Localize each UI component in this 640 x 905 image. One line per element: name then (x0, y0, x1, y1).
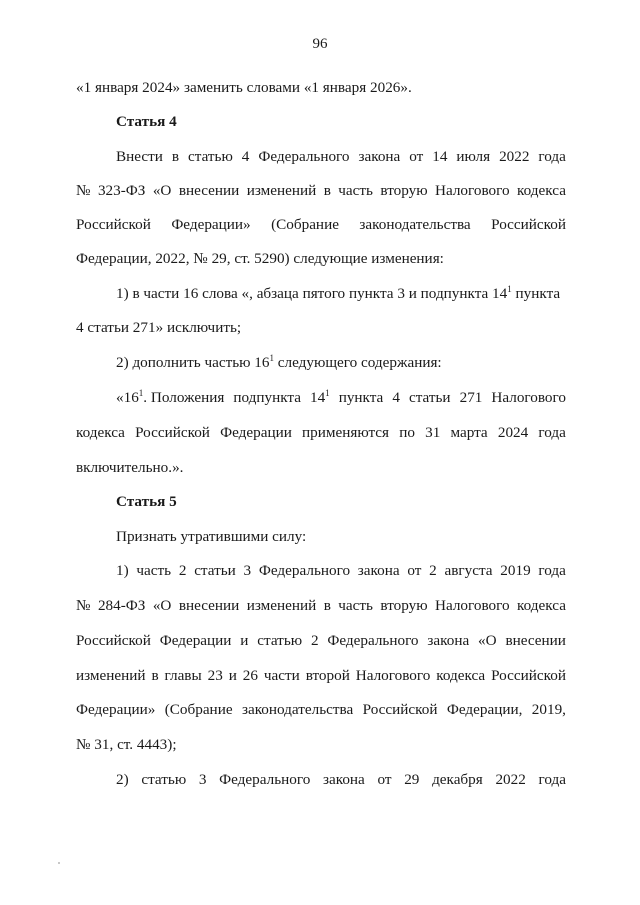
item-1-text-a: 1) в части 16 слова «, абзаца пятого пункта 3 и подпункта 14 (116, 285, 508, 302)
heading-article-5: Статья 5 (116, 493, 177, 510)
word: 23 (207, 667, 223, 684)
word: закона (357, 562, 400, 579)
word: вторую (380, 597, 428, 614)
word: Федерации, (446, 701, 523, 718)
word: 2019 (500, 562, 531, 579)
paragraph-article-4-line-4: Федерации, 2022, № 29, ст. 5290) следующие изменения: (76, 250, 444, 267)
word: 3 (198, 771, 207, 788)
quote-word (310, 389, 330, 407)
word: в (323, 182, 331, 199)
superscript: 1 (138, 388, 144, 398)
word: вторую (380, 182, 428, 199)
quote-word: подпункта (233, 389, 301, 406)
word: закона (427, 632, 470, 649)
word: «О (152, 597, 172, 614)
article-5-item-1-line-1 (116, 562, 566, 580)
word: Федерации» (76, 701, 156, 718)
article-5-intro: Признать утратившими силу: (116, 528, 307, 545)
word: Российской (135, 424, 210, 441)
article-5-item-1-line-6: № 31, ст. 4443); (76, 736, 177, 753)
word: № (76, 597, 91, 614)
quote-word: 4 (392, 389, 400, 406)
word: года (538, 771, 566, 788)
word: Российской (491, 216, 566, 233)
article-5-item-1-line-4 (76, 667, 566, 685)
word: Федерального (258, 148, 350, 165)
word: закона (358, 148, 401, 165)
word: статьи (194, 562, 236, 579)
article-5-item-1-line-5 (76, 701, 566, 719)
word: года (538, 148, 566, 165)
word: 14 (432, 148, 448, 165)
word: кодекса (517, 182, 566, 199)
word: законодательства (359, 216, 471, 233)
word: «О (478, 632, 497, 649)
word: (Собрание (271, 216, 339, 233)
word: 284-ФЗ (97, 597, 146, 614)
item-1-line-2: 4 статьи 271» исключить; (76, 319, 242, 336)
quote-word (116, 389, 224, 407)
word: кодекса (76, 424, 125, 441)
item-1-text-b: пункта (511, 285, 561, 302)
word: часть (338, 182, 373, 199)
word: марта (450, 424, 488, 441)
word: внесении (505, 632, 566, 649)
item-1-line-1 (116, 285, 560, 303)
word: законодательства (241, 701, 354, 718)
quote-line-3: включительно.». (76, 459, 184, 476)
word: изменений (246, 597, 317, 614)
word: Федерального (219, 771, 311, 788)
superscript: 1 (507, 284, 512, 294)
article-5-item-1-line-3 (76, 632, 566, 650)
word: Федерального (327, 632, 419, 649)
word: Федерального (258, 562, 351, 579)
word: 2) (116, 771, 129, 788)
word: августа (444, 562, 493, 579)
word: 1) (116, 562, 129, 579)
word: внесении (178, 597, 240, 614)
word: 2 (178, 562, 187, 579)
word: в (323, 597, 331, 614)
word: кодекса (436, 667, 486, 684)
word: изменений (76, 667, 146, 684)
word: и (228, 667, 237, 684)
word: статью (257, 632, 303, 649)
word: часть (136, 562, 172, 579)
quote-word: Налогового (491, 389, 566, 406)
word: статью (141, 771, 187, 788)
word: Налогового (435, 597, 510, 614)
word: Налогового (435, 182, 510, 199)
article-5-item-2-line-1 (116, 771, 566, 789)
word: главы (164, 667, 202, 684)
quote-word: 271 (459, 389, 483, 406)
quote-word-text: . Положения (143, 389, 225, 406)
word: Российской (491, 667, 566, 684)
word: года (538, 424, 566, 441)
word: 3 (243, 562, 252, 579)
quote-word-text: 14 (309, 389, 326, 406)
word: от (407, 562, 422, 579)
word: Российской (76, 216, 151, 233)
word: 2 (310, 632, 319, 649)
item-2-text-a: 2) дополнить частью 16 (116, 354, 270, 371)
word: внесении (178, 182, 240, 199)
word: Российской (362, 701, 438, 718)
word: от (409, 148, 424, 165)
word: 2022 (495, 771, 526, 788)
word: закона (322, 771, 365, 788)
word: 2 (429, 562, 437, 579)
heading-article-4: Статья 4 (116, 113, 177, 130)
word: года (538, 562, 566, 579)
word: в (171, 148, 180, 165)
text-line-1: «1 января 2024» заменить словами «1 января 2026». (76, 79, 412, 96)
paragraph-article-4-line-3 (76, 216, 566, 234)
word: кодекса (517, 597, 566, 614)
word: Внести (116, 148, 163, 165)
word: (Собрание (164, 701, 233, 718)
word: 2022 (499, 148, 530, 165)
word: часть (338, 597, 373, 614)
quote-line-1 (116, 389, 566, 407)
word: по (399, 424, 415, 441)
word: 29 (404, 771, 420, 788)
quote-word: пункта (338, 389, 384, 406)
word: части (263, 667, 300, 684)
item-2-text-b: следующего содержания: (274, 354, 442, 371)
article-5-item-1-line-2 (76, 597, 566, 615)
word: и (240, 632, 249, 649)
word: изменений (246, 182, 317, 199)
word: Федерации (159, 632, 232, 649)
superscript: 1 (269, 353, 274, 363)
quote-open: «16 (116, 389, 139, 406)
quote-word: статьи (408, 389, 451, 406)
paragraph-article-4-line-2 (76, 182, 566, 200)
page-number: 96 (312, 36, 328, 52)
word: применяются (302, 424, 390, 441)
word: статью (188, 148, 233, 165)
item-2-line-1 (116, 354, 442, 372)
word: 2019, (531, 701, 566, 718)
quote-line-2 (76, 424, 566, 442)
word: Налогового (355, 667, 431, 684)
word: второй (305, 667, 350, 684)
word: декабря (432, 771, 483, 788)
word: Российской (76, 632, 151, 649)
word: 26 (242, 667, 258, 684)
word: Федерации» (171, 216, 251, 233)
word: июля (456, 148, 491, 165)
word: в (151, 667, 159, 684)
word: 323-ФЗ (97, 182, 146, 199)
paragraph-article-4-line-1 (116, 148, 566, 166)
word: от (377, 771, 392, 788)
word: № (76, 182, 91, 199)
word: 31 (425, 424, 441, 441)
word: Федерации (220, 424, 292, 441)
scan-speck (58, 862, 60, 864)
word: 2024 (497, 424, 529, 441)
word: «О (152, 182, 172, 199)
word: 4 (241, 148, 250, 165)
superscript: 1 (325, 388, 330, 398)
